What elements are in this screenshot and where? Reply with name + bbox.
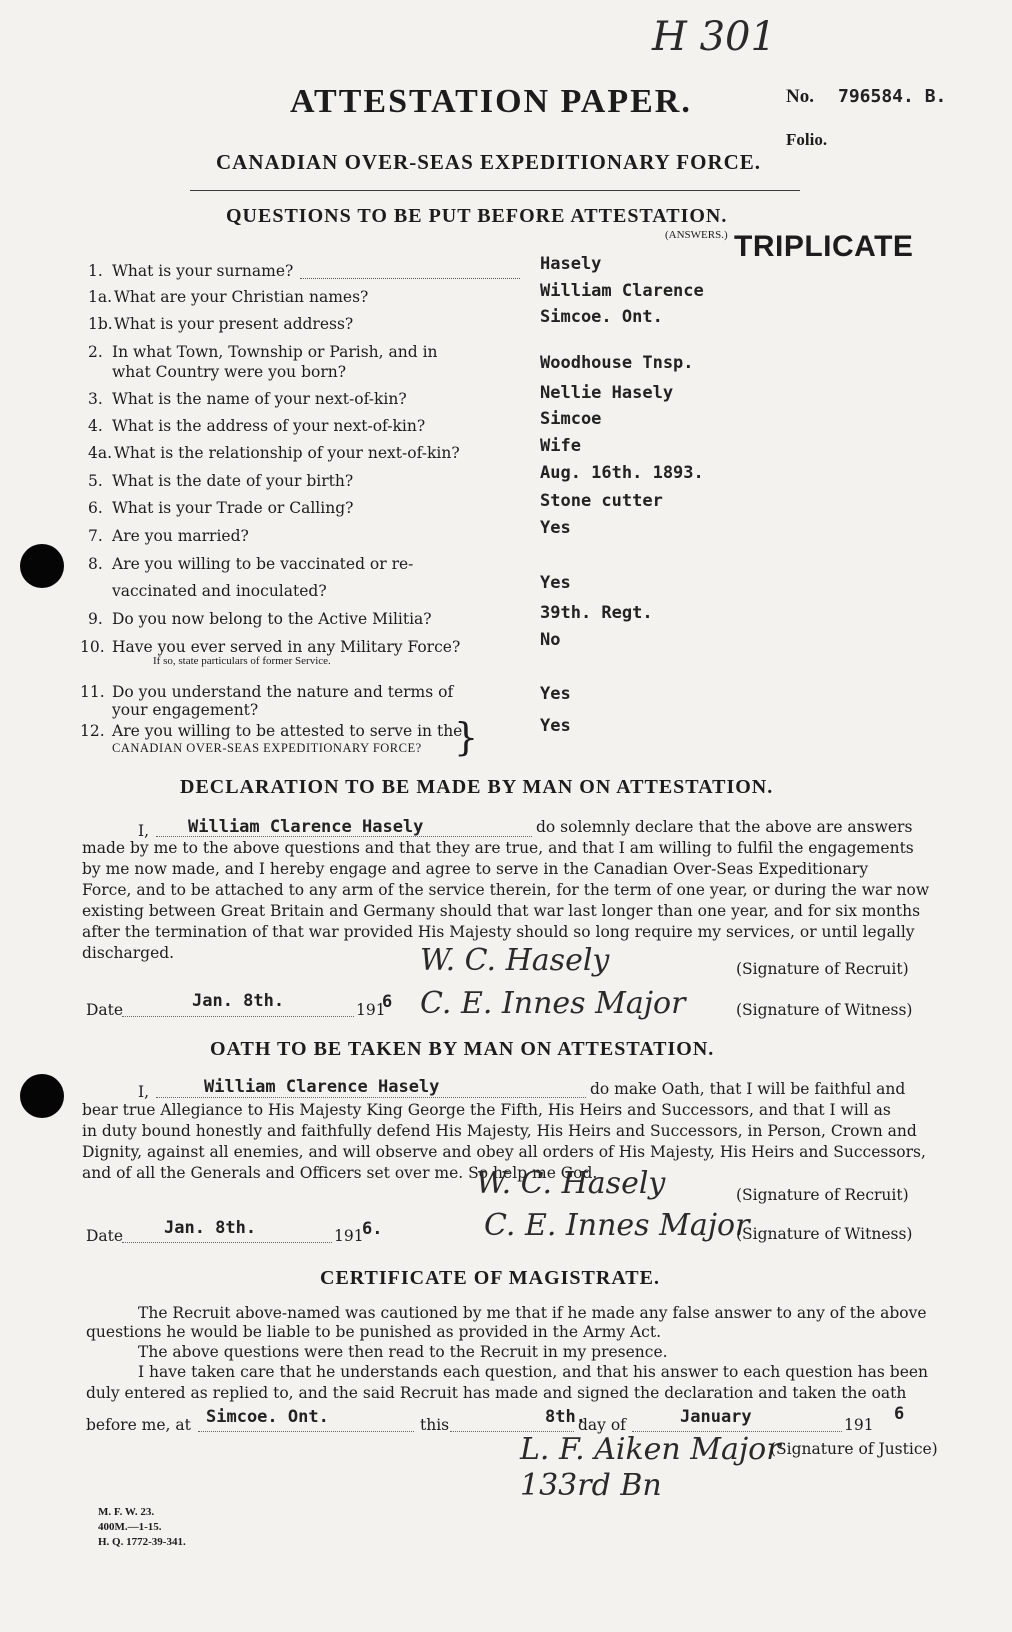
certificate-place: Simcoe. Ont. — [206, 1407, 329, 1427]
question-number: 7. — [88, 527, 103, 545]
question-text: What is your present address? — [114, 315, 354, 333]
question-number: 4. — [88, 417, 103, 435]
footer-code-1: M. F. W. 23. — [98, 1506, 155, 1518]
number-label: No. — [786, 86, 814, 107]
answer-next-of-kin: Nellie Hasely — [540, 383, 674, 403]
question-text: What is your Trade or Calling? — [112, 499, 354, 517]
oath-line-2: bear true Allegiance to His Majesty King George the Fifth, His Heirs and Successors, and that I will as — [82, 1101, 891, 1119]
answer-kin-address: Simcoe — [540, 409, 602, 429]
certificate-line-4: I have taken care that he understands each question, and that his answer to each question has been — [138, 1363, 929, 1381]
oath-witness-label: (Signature of Witness) — [736, 1225, 913, 1243]
declaration-line-2: made by me to the above questions and that they are true, and that I am willing to fulfil the engagements — [82, 839, 914, 857]
question-text: What is the address of your next-of-kin? — [112, 417, 426, 435]
brace-icon: } — [454, 715, 479, 759]
page-title: ATTESTATION PAPER. — [290, 83, 692, 120]
certificate-year-digit: 6 — [894, 1404, 905, 1424]
declaration-prefix: I, — [138, 822, 150, 840]
oath-name: William Clarence Hasely — [204, 1077, 440, 1097]
question-text-continued: vaccinated and inoculated? — [112, 582, 327, 600]
file-mark: H 301 — [652, 14, 776, 60]
declaration-heading: DECLARATION TO BE MADE BY MAN ON ATTESTATION. — [180, 776, 774, 798]
question-number: 10. — [80, 638, 105, 656]
answer-trade: Stone cutter — [540, 491, 663, 511]
answer-vaccinated: Yes — [540, 573, 571, 593]
question-text: Do you understand the nature and terms of — [112, 683, 454, 701]
declaration-year-digit: 6 — [382, 992, 393, 1012]
question-text: In what Town, Township or Parish, and in — [112, 343, 438, 361]
question-text-continued: your engagement? — [112, 701, 259, 719]
answer-surname: Hasely — [540, 254, 602, 274]
folio-label: Folio. — [786, 130, 828, 149]
declaration-name: William Clarence Hasely — [188, 817, 424, 837]
answer-married: Yes — [540, 518, 571, 538]
certificate-day: 8th. — [545, 1407, 586, 1427]
answer-birth-date: Aug. 16th. 1893. — [540, 463, 704, 483]
oath-date-line — [122, 1242, 332, 1243]
declaration-line-3: by me now made, and I hereby engage and agree to serve in the Canadian Over-Seas Expeditionary — [82, 860, 869, 878]
certificate-place-line — [198, 1431, 414, 1432]
leader-line — [300, 278, 520, 279]
certificate-this-label: this — [420, 1416, 450, 1434]
oath-recruit-signature: W. C. Hasely — [476, 1166, 666, 1201]
certificate-month: January — [680, 1407, 752, 1427]
question-number: 8. — [88, 555, 103, 573]
declaration-recruit-signature: W. C. Hasely — [420, 943, 610, 978]
answer-address: Simcoe. Ont. — [540, 307, 663, 327]
question-number: 11. — [80, 683, 105, 701]
question-number: 12. — [80, 722, 105, 740]
question-text: What is the date of your birth? — [112, 472, 354, 490]
declaration-line-5: existing between Great Britain and Germany should that war last longer than one year, and for six months — [82, 902, 921, 920]
oath-date-label: Date — [86, 1227, 124, 1245]
justice-signature: L. F. Aiken Major 133rd Bn — [520, 1432, 781, 1503]
answer-birthplace: Woodhouse Tnsp. — [540, 353, 694, 373]
oath-line-5: and of all the Generals and Officers set over me. So help me God. — [82, 1164, 598, 1182]
certificate-line-3: The above questions were then read to the Recruit in my presence. — [138, 1343, 668, 1361]
declaration-line-6: after the termination of that war provided His Majesty should so long require my services, or until legally — [82, 923, 915, 941]
question-text: What is the relationship of your next-of-kin? — [114, 444, 460, 462]
question-text: What is your surname? — [112, 262, 294, 280]
answer-christian-names: William Clarence — [540, 281, 704, 301]
footer-code-2: 400M.—1-15. — [98, 1521, 162, 1533]
declaration-line-1: do solemnly declare that the above are answers — [536, 818, 913, 836]
answer-military-service: No — [540, 630, 561, 650]
oath-line-1: do make Oath, that I will be faithful and — [590, 1080, 906, 1098]
question-number: 5. — [88, 472, 103, 490]
oath-prefix: I, — [138, 1083, 150, 1101]
question-text: What are your Christian names? — [114, 288, 369, 306]
question-text-continued: CANADIAN OVER-SEAS EXPEDITIONARY FORCE? — [112, 741, 422, 755]
declaration-date: Jan. 8th. — [192, 991, 285, 1011]
question-text-continued: what Country were you born? — [112, 363, 347, 381]
declaration-witness-label: (Signature of Witness) — [736, 1001, 913, 1019]
footer-code-3: H. Q. 1772-39-341. — [98, 1536, 186, 1548]
question-number: 2. — [88, 343, 103, 361]
question-note: If so, state particulars of former Service. — [153, 655, 331, 667]
declaration-line-4: Force, and to be attached to any arm of the service therein, for the term of one year, or during the war now — [82, 881, 930, 899]
oath-heading: OATH TO BE TAKEN BY MAN ON ATTESTATION. — [210, 1038, 715, 1060]
oath-witness-signature: C. E. Innes Major — [484, 1208, 750, 1243]
question-number: 4a. — [88, 444, 113, 462]
certificate-heading: CERTIFICATE OF MAGISTRATE. — [320, 1267, 660, 1289]
triplicate-stamp: TRIPLICATE — [734, 230, 914, 263]
oath-recruit-label: (Signature of Recruit) — [736, 1186, 909, 1204]
certificate-before-label: before me, at — [86, 1416, 191, 1434]
page-subtitle: CANADIAN OVER-SEAS EXPEDITIONARY FORCE. — [216, 150, 762, 174]
answer-militia: 39th. Regt. — [540, 603, 653, 623]
question-number: 6. — [88, 499, 103, 517]
question-text: Are you willing to be attested to serve in the — [112, 722, 463, 740]
oath-year-prefix: 191 — [334, 1227, 364, 1245]
answer-willing-to-serve: Yes — [540, 716, 571, 736]
declaration-line-7: discharged. — [82, 944, 175, 962]
question-text: What is the name of your next-of-kin? — [112, 390, 407, 408]
question-number: 9. — [88, 610, 103, 628]
justice-label: (Signature of Justice) — [770, 1440, 938, 1458]
question-text: Do you now belong to the Active Militia? — [112, 610, 432, 628]
question-text: Are you married? — [112, 527, 249, 545]
certificate-year-prefix: 191 — [844, 1416, 874, 1434]
declaration-recruit-label: (Signature of Recruit) — [736, 960, 909, 978]
certificate-line-5: duly entered as replied to, and the said Recruit has made and signed the declaration and taken the oath — [86, 1384, 907, 1402]
declaration-date-line — [122, 1016, 354, 1017]
declaration-date-label: Date — [86, 1001, 124, 1019]
oath-name-line — [156, 1097, 586, 1098]
question-number: 3. — [88, 390, 103, 408]
question-text: Are you willing to be vaccinated or re- — [112, 555, 414, 573]
questions-heading: QUESTIONS TO BE PUT BEFORE ATTESTATION. — [226, 205, 728, 227]
declaration-year-prefix: 191 — [356, 1001, 386, 1019]
answer-understand-terms: Yes — [540, 684, 571, 704]
certificate-line-2: questions he would be liable to be punished as provided in the Army Act. — [86, 1323, 661, 1341]
question-number: 1b. — [88, 315, 113, 333]
declaration-witness-signature: C. E. Innes Major — [420, 986, 686, 1021]
oath-line-3: in duty bound honestly and faithfully defend His Majesty, His Heirs and Successors, in Person, Crown and — [82, 1122, 917, 1140]
certificate-line-1: The Recruit above-named was cautioned by me that if he made any false answer to any of the above — [138, 1304, 927, 1322]
oath-year-digit: 6. — [362, 1219, 383, 1239]
punch-hole-bottom — [20, 1074, 64, 1118]
certificate-day-of-label: day of — [578, 1416, 626, 1434]
question-number: 1a. — [88, 288, 113, 306]
number-value: 796584. B. — [838, 86, 947, 107]
answer-kin-relationship: Wife — [540, 436, 581, 456]
oath-line-4: Dignity, against all enemies, and will observe and obey all orders of His Majesty, His Heirs and Successors, — [82, 1143, 926, 1161]
header-divider — [190, 190, 800, 191]
punch-hole-top — [20, 544, 64, 588]
question-text: Have you ever served in any Military Force? — [112, 638, 461, 656]
answers-label: (ANSWERS.) — [665, 229, 728, 241]
oath-date: Jan. 8th. — [164, 1218, 257, 1238]
question-number: 1. — [88, 262, 103, 280]
